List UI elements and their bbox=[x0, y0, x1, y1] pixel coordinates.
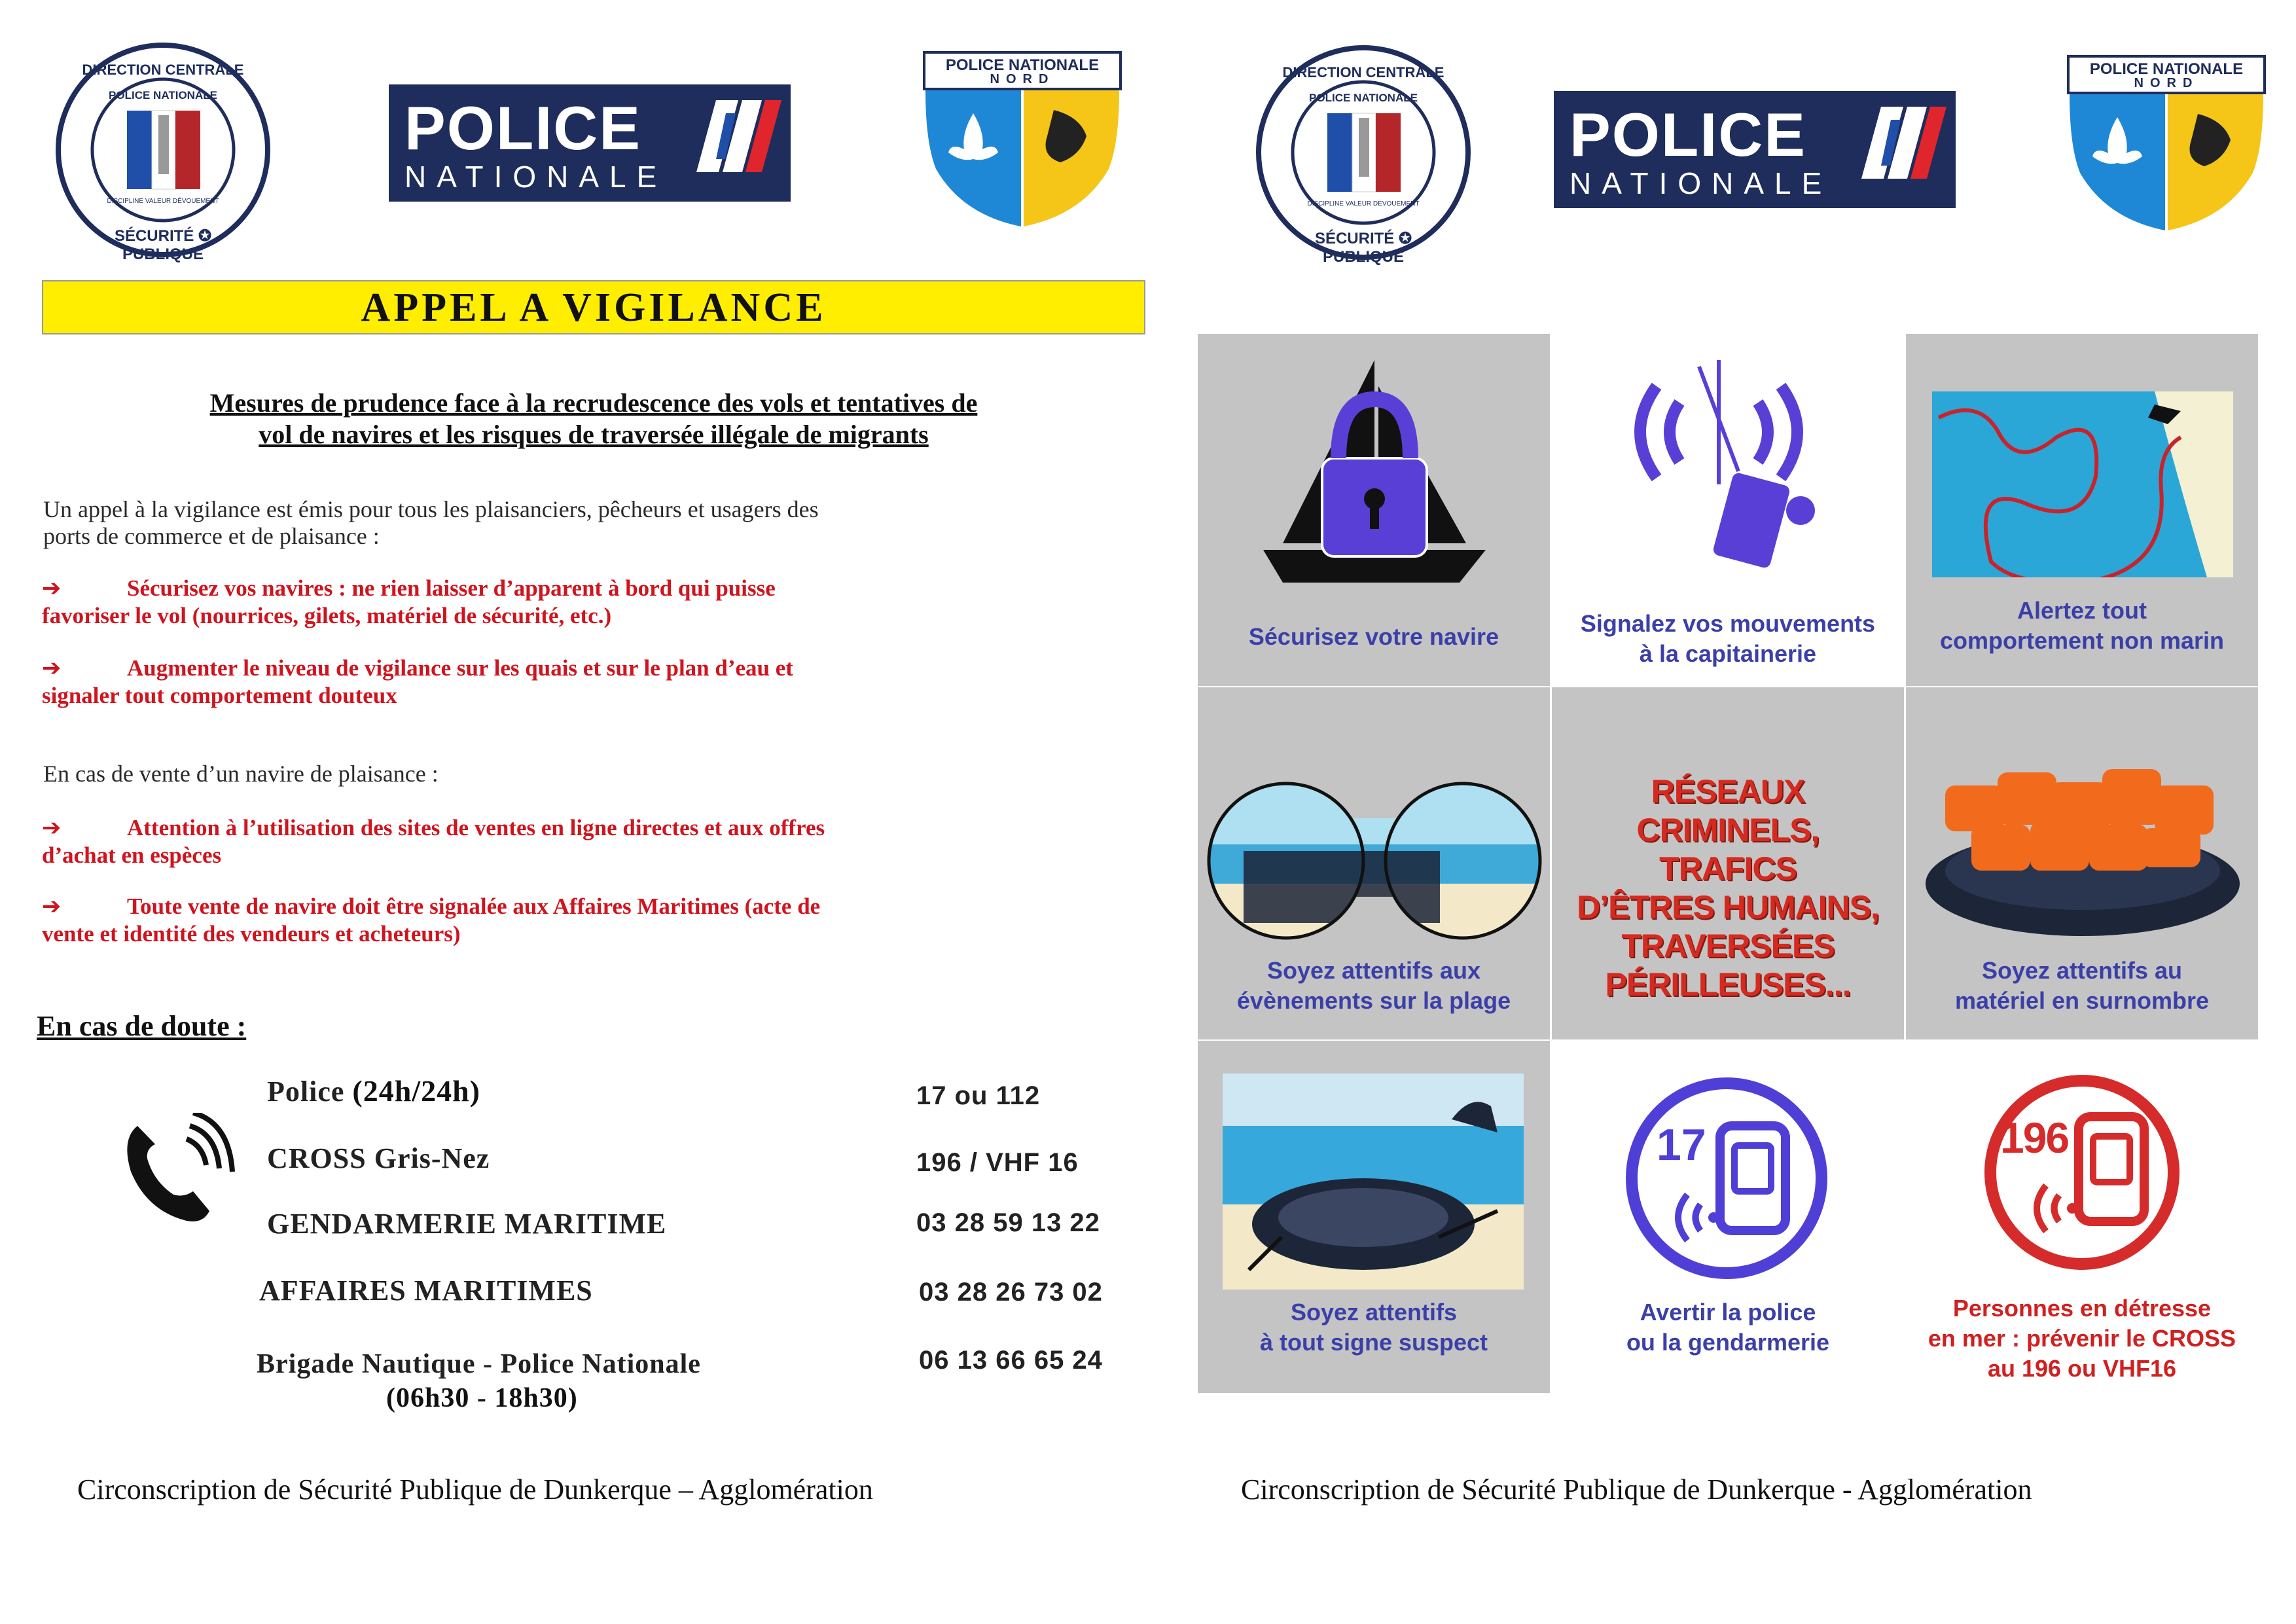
caption-line: Alertez tout bbox=[2017, 597, 2147, 624]
tile-caption bbox=[1198, 622, 1550, 652]
nord-shield-right bbox=[2067, 55, 2266, 232]
dcsp-value-3: DÉVOUEMENT bbox=[172, 198, 219, 205]
dcsp-value-2: VALEUR bbox=[1345, 200, 1372, 208]
warning-line: TRAFICS bbox=[1659, 850, 1797, 887]
caption-line: Avertir la police bbox=[1640, 1299, 1816, 1326]
badge-17: 17 bbox=[1657, 1120, 1706, 1170]
tile-criminal-networks bbox=[1552, 687, 1904, 1039]
tile-caption bbox=[1198, 956, 1550, 1016]
contact-number-brigade: 06 13 66 65 24 bbox=[919, 1346, 1103, 1375]
caption-line: comportement non marin bbox=[1939, 627, 2225, 654]
caption-line: Personnes en détresse bbox=[1952, 1295, 2212, 1322]
shield-label-2: NORD bbox=[990, 72, 1055, 86]
advice-item-4 bbox=[42, 893, 1155, 947]
intro-paragraph bbox=[43, 496, 1149, 550]
phone-icon bbox=[118, 1113, 242, 1224]
tile-secure-boat bbox=[1198, 334, 1550, 686]
map-route-icon bbox=[1932, 391, 2233, 577]
nord-shield-left bbox=[923, 51, 1122, 228]
shield-label-1: POLICE NATIONALE bbox=[2089, 60, 2244, 78]
dcsp-bottom-text: SÉCURITÉ ✪ PUBLIQUE bbox=[1314, 230, 1412, 266]
advice-item-3-line-1: Attention à l’utilisation des sites de ventes en ligne directes et aux offres bbox=[127, 815, 825, 840]
advice-item-4-line-2: vente et identité des vendeurs et acheteurs) bbox=[42, 921, 461, 947]
caption-line: Soyez attentifs aux bbox=[1266, 957, 1481, 984]
dcsp-bottom-text: SÉCURITÉ ✪ PUBLIQUE bbox=[114, 227, 212, 263]
advice-item-2-line-2: signaler tout comportement douteux bbox=[42, 683, 397, 708]
call-196-icon bbox=[1981, 1071, 2183, 1274]
police-nationale-logo-right bbox=[1554, 91, 1956, 208]
contact-police-label: Police bbox=[267, 1075, 345, 1108]
tile-caption bbox=[1906, 596, 2258, 656]
contact-name-gendarmerie: GENDARMERIE MARITIME bbox=[267, 1208, 667, 1240]
contact-number-cross: 196 / VHF 16 bbox=[916, 1148, 1079, 1177]
arrow-icon: ➔ bbox=[42, 815, 62, 841]
shield-label-1: POLICE NATIONALE bbox=[945, 56, 1100, 74]
page-title: APPEL A VIGILANCE bbox=[42, 280, 1145, 334]
tile-caption bbox=[1198, 1297, 1550, 1358]
advice-item-4-line-1: Toute vente de navire doit être signalée aux Affaires Maritimes (acte de bbox=[127, 893, 821, 919]
arrow-icon: ➔ bbox=[42, 893, 62, 920]
advice-item-2 bbox=[42, 655, 1155, 709]
contact-name-brigade: Brigade Nautique - Police Nationale bbox=[257, 1349, 701, 1379]
dinghy-beach-icon bbox=[1223, 1074, 1524, 1290]
caption-line: à la capitainerie bbox=[1639, 640, 1817, 667]
dcsp-inner-text: POLICE NATIONALE bbox=[1309, 92, 1418, 104]
intro-line-1: Un appel à la vigilance est émis pour tous les plaisanciers, pêcheurs et usagers des bbox=[43, 496, 819, 522]
subtitle-line-1: Mesures de prudence face à la recrudescence des vols et tentatives de bbox=[209, 388, 978, 418]
subtitle-line-2: vol de navires et les risques de traversée illégale de migrants bbox=[259, 420, 929, 449]
dcsp-value-1: DISCIPLINE bbox=[107, 198, 144, 205]
tile-beach-events bbox=[1198, 687, 1550, 1039]
caption-line: Sécurisez votre navire bbox=[1248, 623, 1499, 650]
contact-name-police bbox=[267, 1074, 480, 1108]
dcsp-value-3: DÉVOUEMENT bbox=[1372, 200, 1420, 208]
tile-alert-behaviour bbox=[1906, 334, 2258, 686]
warning-line: PÉRILLEUSES... bbox=[1605, 966, 1851, 1003]
contact-name-affaires: AFFAIRES MARITIMES bbox=[259, 1274, 593, 1307]
tile-suspicious-signs bbox=[1198, 1041, 1550, 1393]
contact-number-affaires: 03 28 26 73 02 bbox=[919, 1278, 1103, 1307]
dcsp-value-2: VALEUR bbox=[145, 198, 171, 205]
dcsp-outer-text: DIRECTION CENTRALE bbox=[1282, 64, 1444, 81]
tile-caption bbox=[1906, 956, 2258, 1016]
caption-line: en mer : prévenir le CROSS bbox=[1928, 1325, 2236, 1352]
advice-item-1-line-1: Sécurisez vos navires : ne rien laisser d’apparent à bord qui puisse bbox=[127, 575, 776, 601]
tile-distress-sea bbox=[1906, 1041, 2258, 1393]
doubt-heading: En cas de doute : bbox=[37, 1010, 247, 1042]
arrow-icon: ➔ bbox=[42, 575, 62, 602]
caption-line: matériel en surnombre bbox=[1954, 987, 2210, 1014]
warning-line: D’ÊTRES HUMAINS, bbox=[1577, 889, 1879, 926]
binoculars-beach-icon bbox=[1204, 753, 1545, 969]
radio-phone-icon bbox=[1617, 347, 1840, 569]
advice-item-1 bbox=[42, 575, 1155, 629]
arrow-icon: ➔ bbox=[42, 655, 62, 681]
police-word: POLICE bbox=[404, 94, 641, 162]
life-jackets-raft-icon bbox=[1919, 746, 2246, 943]
dcsp-values-text bbox=[1301, 200, 1426, 208]
contact-name-cross: CROSS Gris-Nez bbox=[267, 1142, 490, 1174]
caption-line: ou la gendarmerie bbox=[1626, 1329, 1830, 1356]
contact-number-police: 17 ou 112 bbox=[916, 1081, 1041, 1110]
dcsp-value-1: DISCIPLINE bbox=[1307, 200, 1344, 208]
sale-intro: En cas de vente d’un navire de plaisance : bbox=[43, 761, 439, 787]
tile-caption bbox=[1552, 609, 1904, 669]
police-word: POLICE bbox=[1570, 100, 1806, 169]
dcsp-logo-left bbox=[55, 42, 271, 263]
caption-line: au 196 ou VHF16 bbox=[1987, 1355, 2177, 1382]
warning-line: RÉSEAUX CRIMINELS, bbox=[1636, 773, 1820, 848]
badge-196: 196 bbox=[2000, 1113, 2069, 1162]
advice-item-2-line-1: Augmenter le niveau de vigilance sur les quais et sur le plan d’eau et bbox=[127, 655, 793, 681]
tricolor-flag-icon bbox=[1861, 107, 1946, 179]
caption-line: Soyez attentifs bbox=[1290, 1299, 1458, 1326]
tile-signal-movements bbox=[1552, 334, 1904, 686]
call-17-icon bbox=[1622, 1074, 1831, 1283]
footer-left: Circonscription de Sécurité Publique de Dunkerque – Agglomération bbox=[77, 1473, 873, 1506]
tile-caption bbox=[1906, 1293, 2258, 1384]
dcsp-values-text bbox=[101, 198, 225, 205]
advice-item-3-line-2: d’achat en espèces bbox=[42, 842, 222, 868]
dcsp-inner-text: POLICE NATIONALE bbox=[109, 89, 217, 101]
shield-label-2: NORD bbox=[2134, 76, 2199, 90]
contact-police-hours: (24h/24h) bbox=[352, 1074, 480, 1108]
caption-line: évènements sur la plage bbox=[1236, 987, 1511, 1014]
criminal-networks-text bbox=[1556, 772, 1900, 1004]
warning-line: TRAVERSÉES bbox=[1621, 928, 1835, 964]
tile-surplus-equipment bbox=[1906, 687, 2258, 1039]
intro-line-2: ports de commerce et de plaisance : bbox=[43, 523, 380, 549]
subtitle bbox=[42, 388, 1145, 450]
nationale-word: NATIONALE bbox=[404, 160, 668, 194]
footer-right: Circonscription de Sécurité Publique de Dunkerque - Agglomération bbox=[1241, 1473, 2032, 1506]
caption-line: Soyez attentifs au bbox=[1981, 957, 2183, 984]
contact-number-gendarmerie: 03 28 59 13 22 bbox=[916, 1208, 1100, 1237]
police-nationale-logo-left bbox=[389, 84, 791, 202]
caption-line: Signalez vos mouvements bbox=[1580, 610, 1876, 637]
dcsp-logo-right bbox=[1255, 45, 1471, 266]
nationale-word: NATIONALE bbox=[1570, 166, 1833, 200]
dcsp-outer-text: DIRECTION CENTRALE bbox=[82, 62, 244, 78]
boat-padlock-icon bbox=[1250, 347, 1499, 609]
tile-caption bbox=[1552, 1297, 1904, 1358]
contact-brigade-hours: (06h30 - 18h30) bbox=[386, 1383, 578, 1413]
tricolor-flag-icon bbox=[696, 100, 781, 172]
tile-alert-police bbox=[1552, 1041, 1904, 1393]
advice-item-3 bbox=[42, 814, 1155, 869]
advice-item-1-line-2: favoriser le vol (nourrices, gilets, matériel de sécurité, etc.) bbox=[42, 603, 612, 628]
caption-line: à tout signe suspect bbox=[1259, 1329, 1488, 1356]
